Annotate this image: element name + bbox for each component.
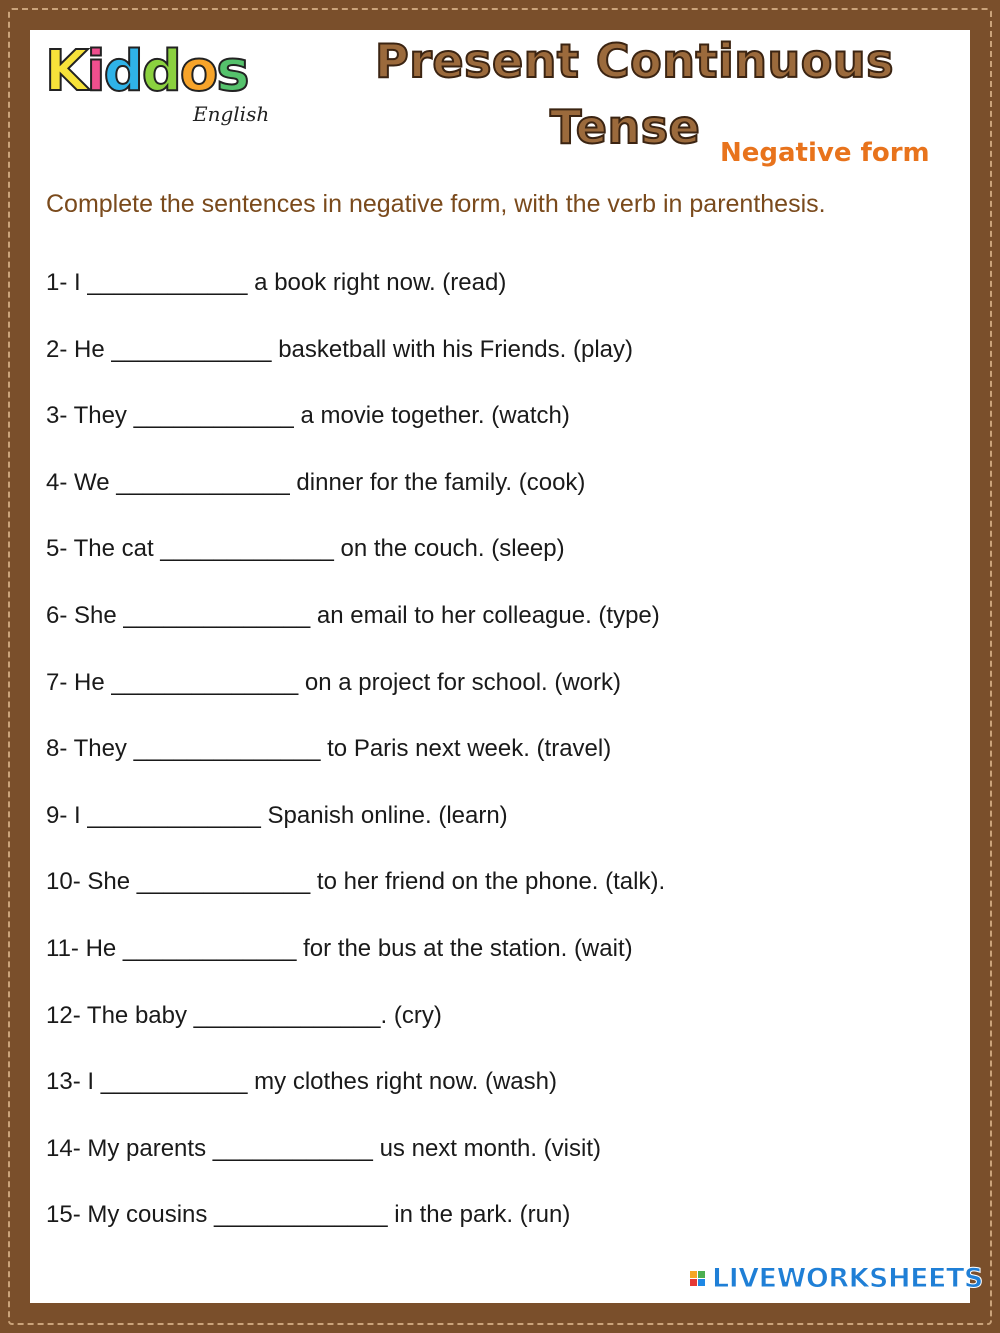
logo-wordmark — [45, 40, 248, 104]
question-item: 7- He ______________ on a project for school. (work) — [46, 668, 622, 696]
question-item: 14- My parents ____________ us next month. (visit) — [46, 1134, 601, 1162]
logo-letter: s — [216, 39, 248, 104]
liveworksheets-cube-icon — [690, 1271, 706, 1287]
logo-letter: d — [141, 39, 180, 104]
logo-letter: K — [45, 39, 87, 104]
logo-letter: o — [179, 39, 217, 104]
question-item: 11- He _____________ for the bus at the station. (wait) — [46, 934, 633, 962]
liveworksheets-watermark[interactable] — [660, 1263, 990, 1293]
question-item: 2- He ____________ basketball with his Friends. (play) — [46, 335, 634, 363]
logo-subtitle: English — [193, 102, 270, 126]
question-item: 3- They ____________ a movie together. (watch) — [46, 402, 570, 430]
page-title-line-1: Present Continuous — [375, 34, 895, 88]
question-item: 15- My cousins _____________ in the park. (run) — [46, 1201, 571, 1229]
question-item: 8- They ______________ to Paris next week. (travel) — [46, 735, 612, 763]
question-item: 9- I _____________ Spanish online. (learn) — [46, 801, 508, 829]
page-subtitle: Negative form — [720, 138, 930, 168]
logo-letter: i — [86, 39, 104, 104]
question-item: 12- The baby ______________. (cry) — [46, 1001, 442, 1029]
instruction-text: Complete the sentences in negative form, with the verb in parenthesis. — [46, 190, 826, 218]
question-list — [46, 260, 665, 1259]
page-title-line-2: Tense — [550, 100, 701, 154]
question-item: 13- I ___________ my clothes right now. (wash) — [46, 1068, 557, 1096]
question-item: 10- She _____________ to her friend on the phone. (talk). — [46, 868, 666, 896]
worksheet-page — [30, 30, 970, 1303]
logo-letter: d — [103, 39, 142, 104]
liveworksheets-brand: LIVEWORKSHEETS — [712, 1263, 983, 1294]
kiddos-logo — [45, 40, 275, 150]
question-item: 6- She ______________ an email to her colleague. (type) — [46, 601, 660, 629]
question-item: 5- The cat _____________ on the couch. (sleep) — [46, 535, 565, 563]
question-item: 4- We _____________ dinner for the family. (cook) — [46, 468, 586, 496]
question-item: 1- I ____________ a book right now. (read) — [46, 269, 507, 296]
